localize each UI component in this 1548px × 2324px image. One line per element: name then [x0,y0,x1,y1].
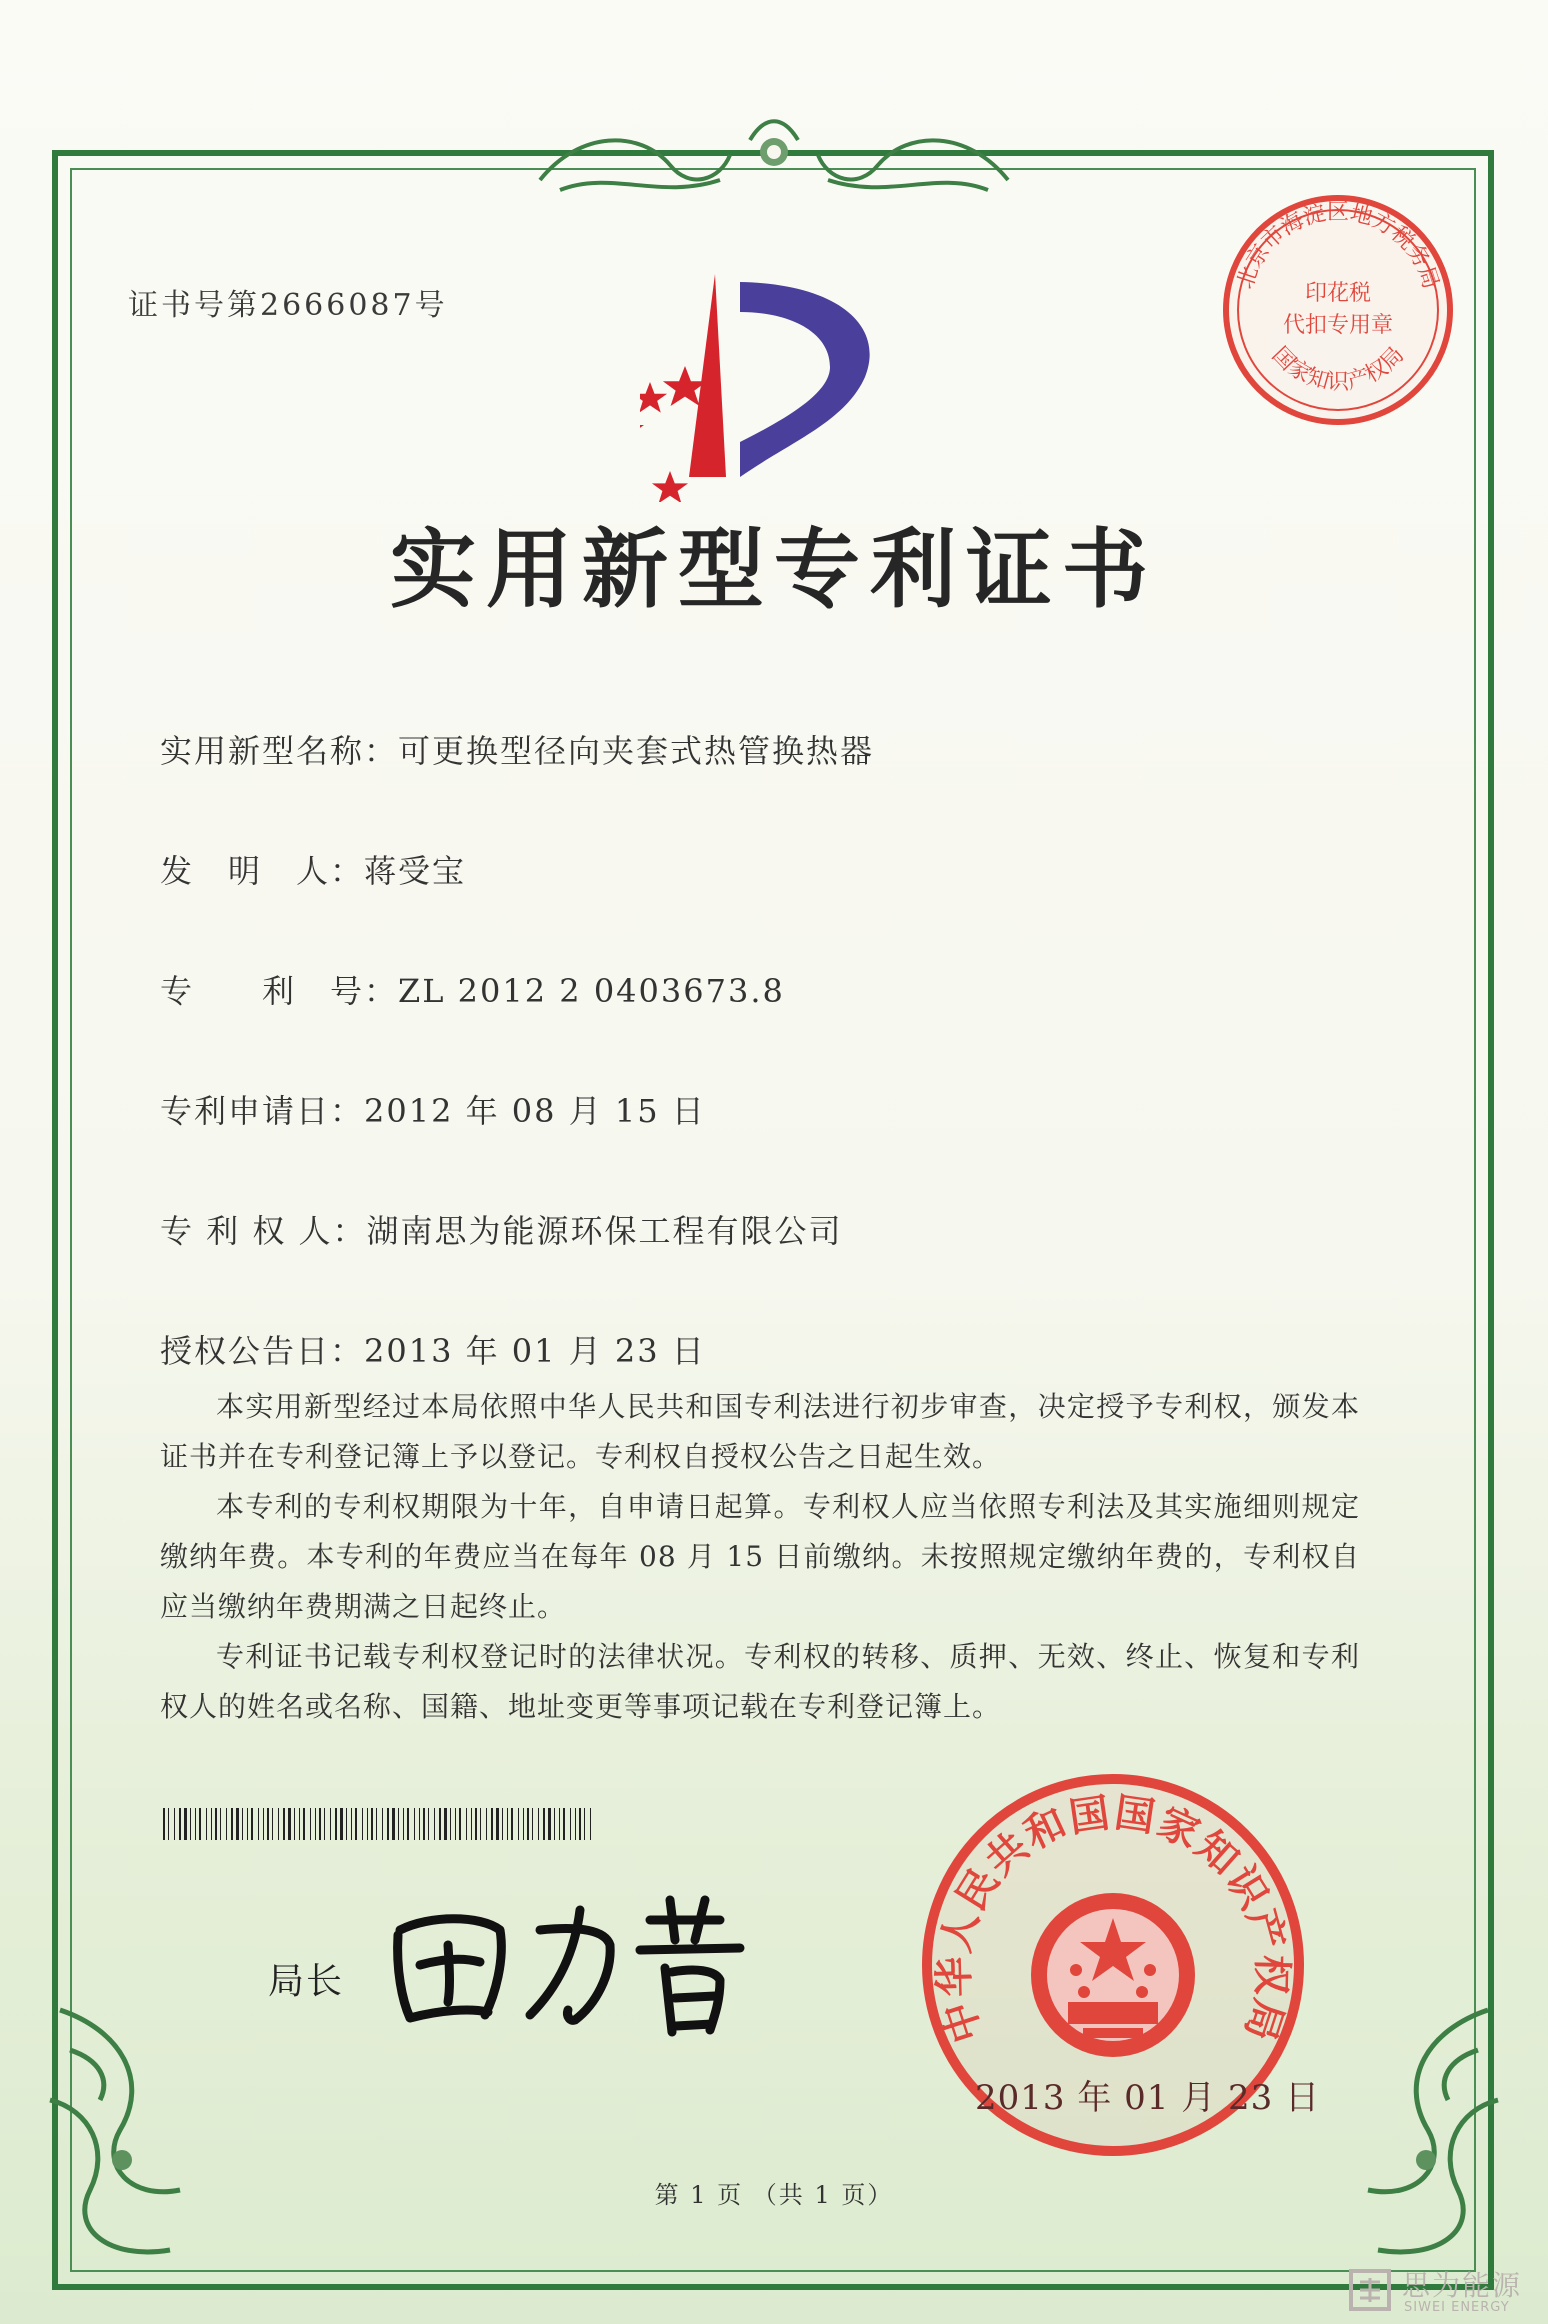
barcode-bar [392,1808,395,1840]
barcode-bar [419,1808,420,1840]
barcode-bar [538,1808,539,1840]
stamp-duty-seal [1218,190,1458,430]
barcode-bar [335,1808,337,1840]
field-inventor [160,846,466,892]
barcode-bar [278,1808,279,1840]
barcode-bar [367,1808,368,1840]
barcode-bar [507,1808,508,1840]
field-grant-date [160,1326,706,1372]
field-label: 专利申请日： [160,1092,365,1130]
barcode-bar [496,1808,499,1840]
barcode-bar [423,1808,425,1840]
top-ornament [520,110,1028,210]
barcode-bar [590,1808,591,1840]
national-emblem-icon [1031,1893,1195,2057]
certificate-body [160,1382,1360,1732]
barcode-bar [324,1808,325,1840]
field-label: 发 明 人： [160,852,365,890]
field-value: 可更换型径向夹套式热管换热器 [398,732,875,770]
seal-date: 2013 年 01 月 23 日 [975,2078,1321,2118]
barcode-bar [190,1808,191,1840]
patent-office-emblem-icon [640,272,930,502]
barcode-bar [351,1808,352,1840]
barcode-bar [251,1808,253,1840]
field-label: 专 利 权 人： [160,1212,367,1250]
barcode-bar [226,1808,227,1840]
barcode-bar [330,1808,331,1840]
barcode-bar [407,1808,409,1840]
company-logo-icon [1348,2268,1392,2312]
barcode-bar [174,1808,175,1840]
field-utility-model-name [160,726,874,772]
barcode-bar [455,1808,456,1840]
barcode-bar [554,1808,555,1840]
barcode-bar [428,1808,429,1840]
field-patentee [160,1206,843,1252]
barcode-bar [376,1808,377,1840]
barcode-bar [346,1808,347,1840]
barcode-bar [294,1808,295,1840]
barcode-bar [382,1808,383,1840]
barcode-bar [371,1808,373,1840]
barcode-bar [206,1808,207,1840]
certificate-number: 证书号第2666087号 [128,288,448,323]
field-label: 授权公告日： [160,1332,365,1370]
barcode-bar [523,1808,524,1840]
tax-seal-center-line2: 代扣专用章 [1282,313,1394,338]
field-application-date [160,1086,706,1132]
barcode-bar [168,1808,169,1840]
barcode-bar [398,1808,399,1840]
field-patent-number [160,966,785,1012]
barcode-bar [179,1808,181,1840]
barcode-bar [575,1808,576,1840]
barcode-bar [236,1808,239,1840]
tax-seal-bottom-text: 国家知识产权局 [1266,342,1410,395]
barcode-bar [486,1808,487,1840]
barcode-bar [570,1808,571,1840]
body-paragraph: 本专利的专利权期限为十年，自申请日起算。专利权人应当依照专利法及其实施细则规定缴纳年费。本专利的年费应当在每年 08 月 15 日前缴纳。未按照规定缴纳年费的，专利权自应当缴纳年费期满之日起终止。 [160,1490,1360,1623]
barcode-bar [543,1808,545,1840]
barcode-bar [584,1808,585,1840]
barcode-bar [231,1808,233,1840]
barcode-bar [362,1808,363,1840]
barcode-bar [258,1808,259,1840]
barcode-bar [315,1808,316,1840]
bottom-right-ornament [1318,1990,1518,2290]
tax-seal-ring-text: 北京市海淀区地方税务局 [1232,200,1444,293]
barcode-bar [444,1808,447,1840]
barcode [163,1808,598,1840]
barcode-bar [242,1808,243,1840]
barcode-bar [502,1808,503,1840]
barcode-bar [247,1808,248,1840]
barcode-bar [532,1808,533,1840]
barcode-bar [267,1808,269,1840]
field-value: 蒋受宝 [364,852,467,890]
field-value: 湖南思为能源环保工程有限公司 [366,1212,843,1250]
barcode-bar [403,1808,404,1840]
barcode-bar [184,1808,187,1840]
barcode-bar [491,1808,493,1840]
company-watermark-logo [1348,2262,1548,2322]
logo-en-text: SIWEI ENERGY [1404,2300,1510,2315]
barcode-bar [215,1808,217,1840]
barcode-bar [459,1808,461,1840]
barcode-bar [466,1808,467,1840]
field-label: 专 利 号： [160,972,399,1010]
certificate-title: 实用新型专利证书 [390,519,1158,620]
body-paragraph: 本实用新型经过本局依照中华人民共和国专利法进行初步审查，决定授予专利权，颁发本证书并在专利登记簿上予以登记。专利权自授权公告之日起生效。 [160,1390,1360,1473]
barcode-bar [548,1808,551,1840]
barcode-bar [434,1808,435,1840]
barcode-bar [220,1808,221,1840]
barcode-bar [450,1808,451,1840]
barcode-bar [414,1808,415,1840]
barcode-bar [195,1808,196,1840]
body-paragraph: 专利证书记载专利权登记时的法律状况。专利权的转移、质押、无效、终止、恢复和专利权人的姓名或名称、国籍、地址变更等事项记载在专利登记簿上。 [160,1640,1360,1723]
page-indicator: 第 1 页 （共 1 页） [654,2181,894,2209]
barcode-bar [579,1808,581,1840]
field-value: ZL 2012 2 0403673.8 [398,972,785,1010]
barcode-bar [559,1808,560,1840]
field-value: 2013 年 01 月 23 日 [364,1332,706,1370]
barcode-bar [319,1808,321,1840]
barcode-bar [480,1808,481,1840]
barcode-bar [199,1808,201,1840]
logo-cn-text: 思为能源 [1402,2269,1523,2302]
barcode-bar [288,1808,291,1840]
field-label: 实用新型名称： [160,732,399,770]
barcode-bar [475,1808,477,1840]
barcode-bar [355,1808,357,1840]
barcode-bar [471,1808,472,1840]
barcode-bar [299,1808,300,1840]
barcode-bar [527,1808,529,1840]
barcode-bar [263,1808,264,1840]
barcode-bar [211,1808,212,1840]
tax-seal-center-line1: 印花税 [1304,281,1372,306]
barcode-bar [310,1808,311,1840]
barcode-bar [511,1808,513,1840]
barcode-bar [163,1808,165,1840]
barcode-bar [303,1808,305,1840]
field-value: 2012 年 08 月 15 日 [364,1092,706,1130]
barcode-bar [563,1808,565,1840]
barcode-bar [387,1808,389,1840]
bottom-left-ornament [30,1990,230,2290]
barcode-bar [439,1808,441,1840]
barcode-bar [283,1808,285,1840]
director-label: 局长 [268,1961,345,2002]
barcode-bar [272,1808,273,1840]
seal-ring-text: 中华人民共和国国家知识产权局 [930,1788,1296,2049]
director-signature [390,1890,750,2040]
barcode-bar [340,1808,343,1840]
barcode-bar [518,1808,519,1840]
